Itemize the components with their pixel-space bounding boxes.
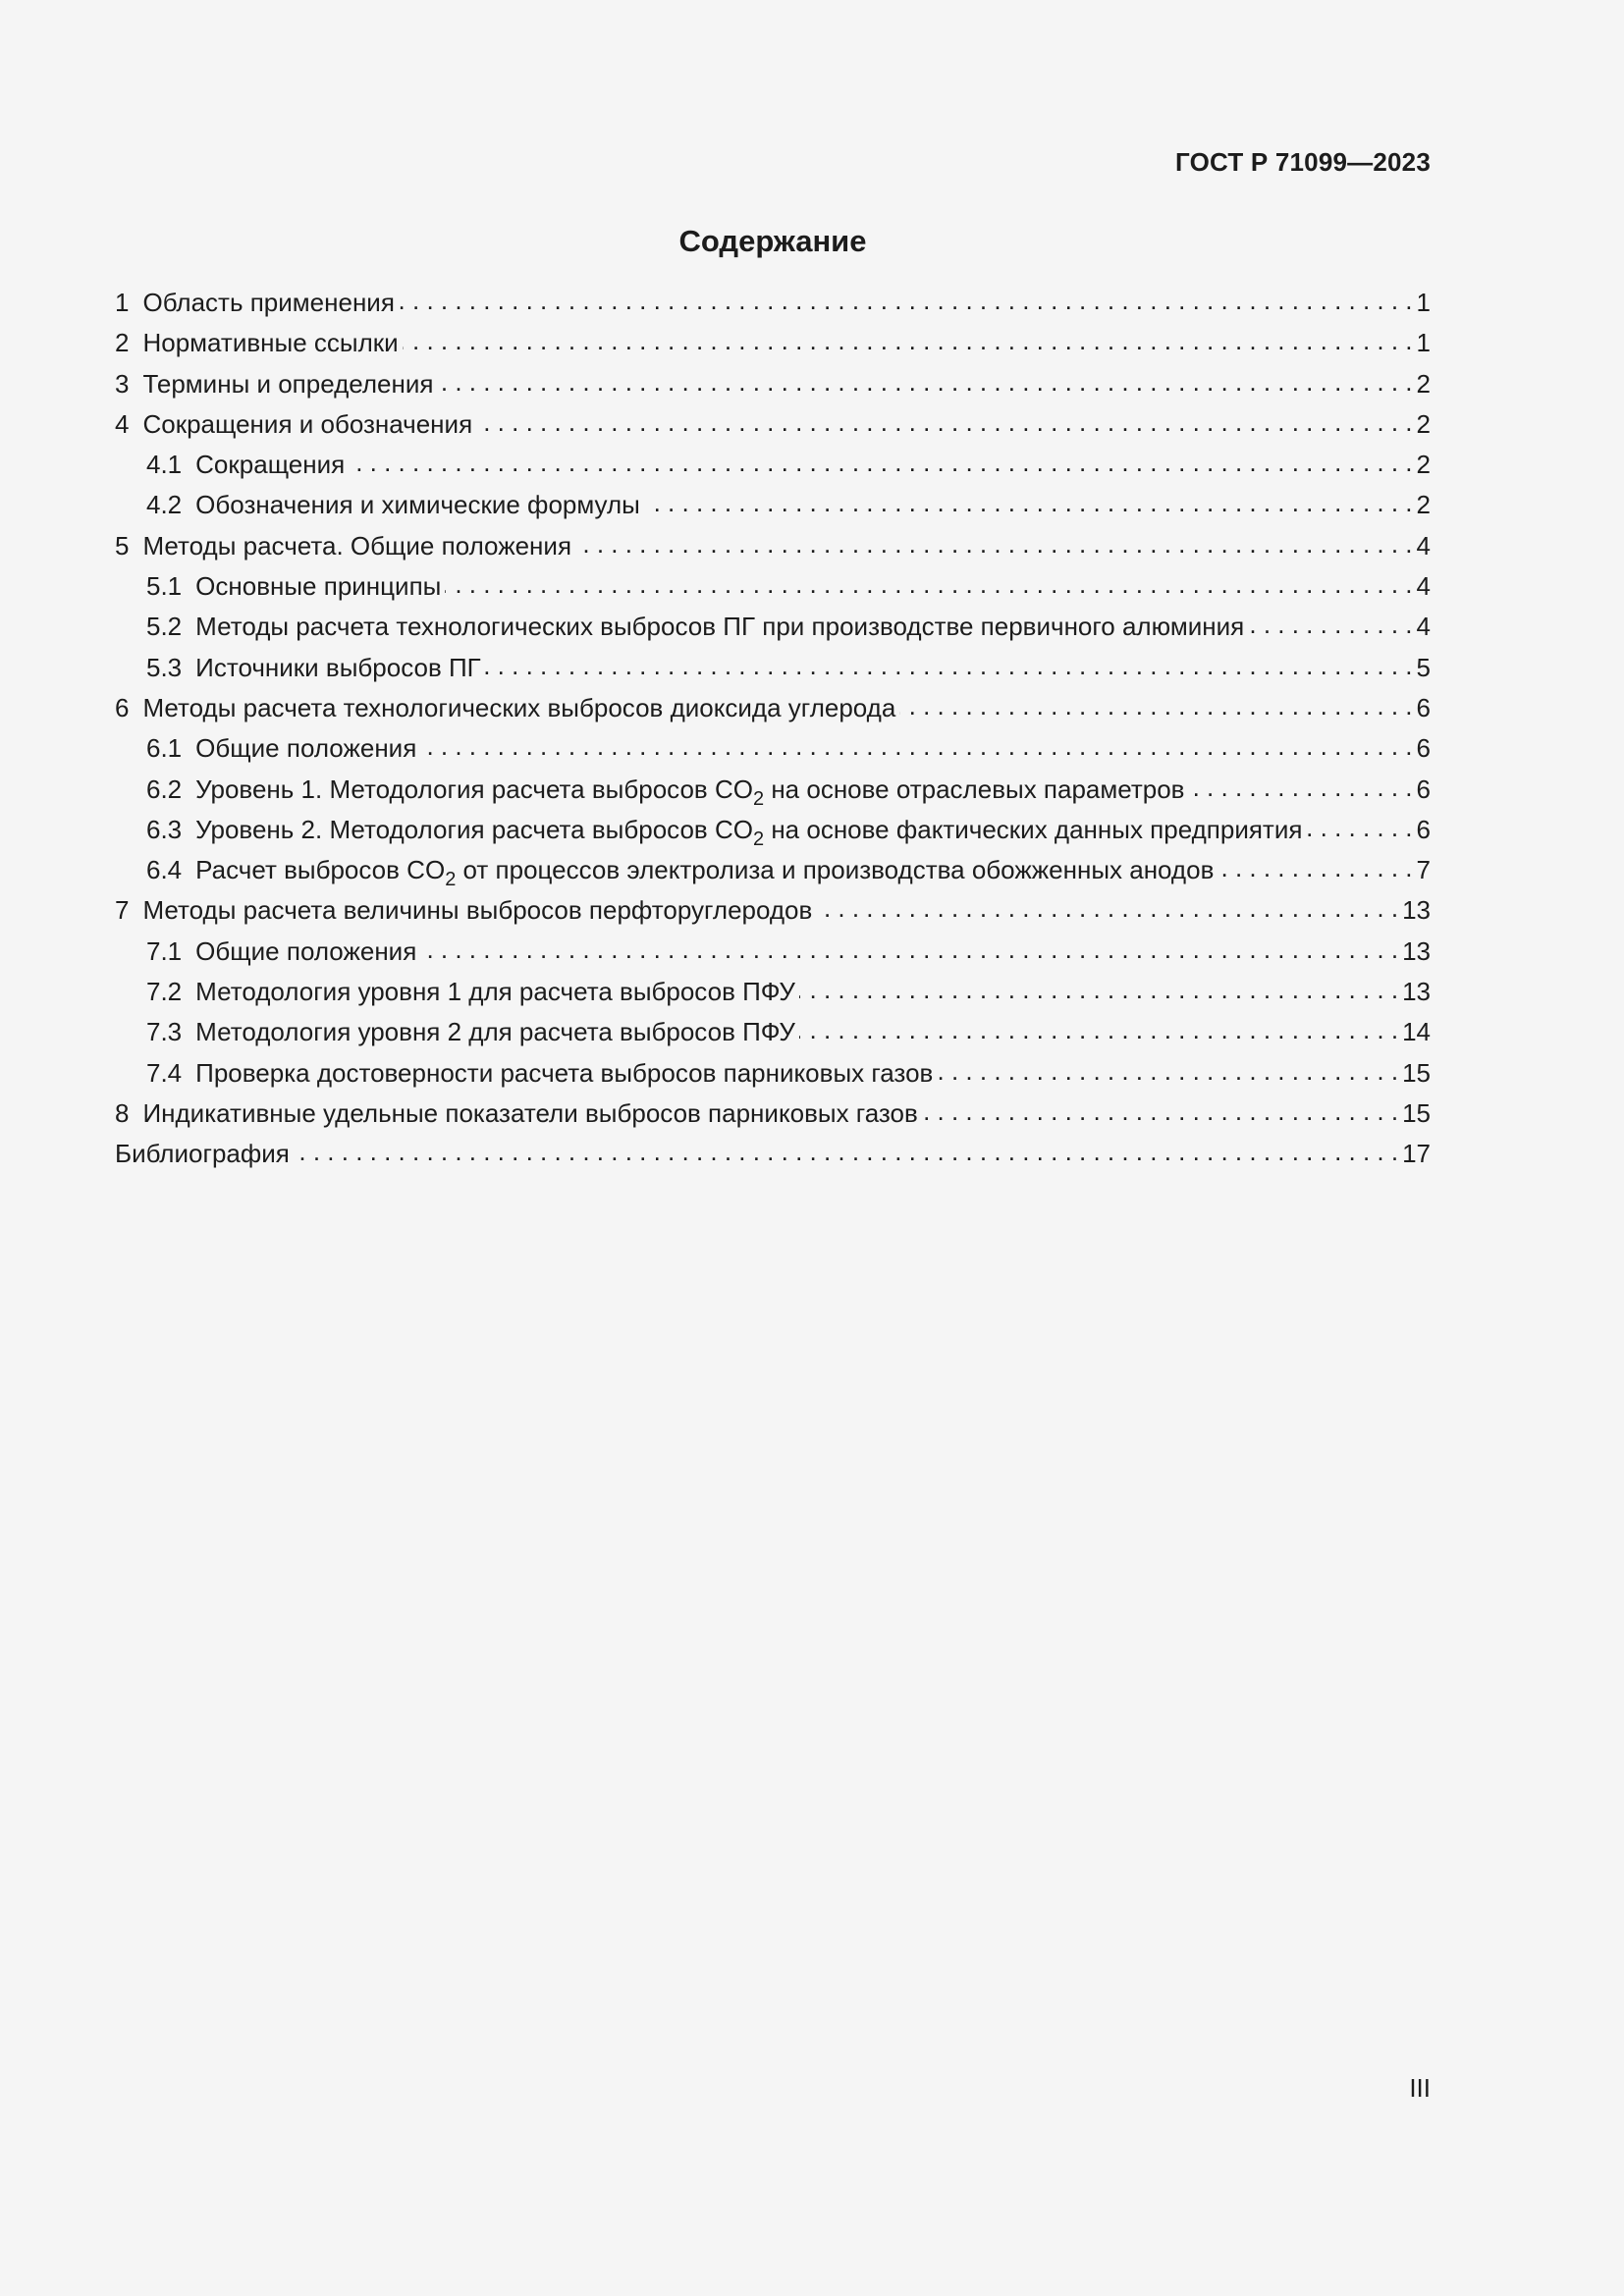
toc-entry-number: 7.3 — [146, 1017, 183, 1047]
toc-entry-page: 15 — [1402, 1057, 1431, 1088]
toc-entry[interactable] — [115, 688, 1431, 728]
toc-leader-dots — [399, 281, 1413, 321]
toc-entry[interactable] — [115, 404, 1431, 445]
toc-entry[interactable] — [115, 972, 1431, 1012]
toc-entry-title: Проверка достоверности расчета выбросов парниковых газов — [195, 1057, 934, 1088]
toc-entry-number: 7 — [115, 895, 130, 926]
toc-entry-title: Общие положения — [195, 935, 417, 966]
toc-leader-dots — [1306, 808, 1412, 848]
toc-entry-title: Сокращения — [195, 450, 346, 480]
toc-leader-dots — [485, 646, 1413, 686]
toc-entry-title: Библиография — [115, 1139, 290, 1169]
toc-entry-page: 4 — [1416, 571, 1431, 602]
toc-entry-title: Индикативные удельные показатели выбросов парниковых газов — [142, 1097, 918, 1128]
toc-entry[interactable] — [115, 1134, 1431, 1174]
toc-leader-dots — [575, 524, 1413, 564]
toc-leader-dots — [476, 402, 1412, 443]
toc-entry-page: 17 — [1402, 1139, 1431, 1169]
toc-entry-title: Расчет выбросов $CO_2$ от процессов электролиза и производства обожженных анодов — [195, 855, 1215, 891]
toc-entry-number: 5.2 — [146, 612, 183, 642]
toc-leader-dots — [816, 888, 1398, 929]
toc-leader-dots — [1218, 848, 1412, 888]
toc-entry-page: 2 — [1416, 408, 1431, 439]
toc-entry-number: 8 — [115, 1097, 130, 1128]
toc-entry-page: 15 — [1402, 1097, 1431, 1128]
toc-entry-number: 4.2 — [146, 490, 183, 520]
toc-entry-title: Общие положения — [195, 733, 417, 764]
toc-entry[interactable] — [115, 323, 1431, 363]
toc-entry-title: Обозначения и химические формулы — [195, 490, 640, 520]
toc-entry[interactable] — [115, 566, 1431, 607]
toc-entry-page: 6 — [1416, 733, 1431, 764]
toc-entry-page: 1 — [1416, 288, 1431, 317]
toc-entry-title: Методология уровня 2 для расчета выбросов ПФУ — [195, 1017, 795, 1047]
toc-leader-dots — [899, 686, 1412, 726]
toc-entry-number: 1 — [115, 288, 130, 317]
toc-leader-dots — [937, 1051, 1398, 1092]
toc-entry-number: 4 — [115, 408, 130, 439]
toc-entry-number: 3 — [115, 368, 130, 399]
toc-entry[interactable] — [115, 810, 1431, 850]
toc-leader-dots — [349, 443, 1412, 483]
toc-leader-dots — [799, 1010, 1398, 1050]
toc-leader-dots — [437, 362, 1412, 402]
toc-leader-dots — [1188, 768, 1412, 808]
toc-entry-page: 2 — [1416, 490, 1431, 520]
toc-entry-title: Методы расчета технологических выбросов диоксида углерода — [142, 692, 896, 722]
toc-entry-page: 4 — [1416, 530, 1431, 561]
toc-entry-title: Методы расчета. Общие положения — [142, 530, 572, 561]
page-number: III — [1409, 2073, 1431, 2103]
toc-entry[interactable] — [115, 445, 1431, 485]
toc-entry[interactable] — [115, 648, 1431, 688]
toc-leader-dots — [420, 930, 1398, 970]
toc-entry-number: 4.1 — [146, 450, 183, 480]
toc-entry[interactable] — [115, 283, 1431, 323]
toc-entry[interactable] — [115, 1053, 1431, 1094]
toc-entry-title: Методы расчета технологических выбросов ПГ при производстве первичного алюминия — [195, 612, 1245, 642]
toc-entry-title: Термины и определения — [142, 368, 434, 399]
toc-entry-number: 7.1 — [146, 935, 183, 966]
toc-entry-number: 2 — [115, 328, 130, 358]
toc-entry-page: 7 — [1416, 855, 1431, 885]
toc-entry-number: 6 — [115, 692, 130, 722]
toc-entry[interactable] — [115, 607, 1431, 647]
toc-leader-dots — [799, 970, 1398, 1010]
toc-entry[interactable] — [115, 932, 1431, 972]
toc-leader-dots — [922, 1092, 1398, 1132]
toc-entry[interactable] — [115, 850, 1431, 890]
toc-leader-dots — [420, 726, 1412, 767]
toc-entry-title: Источники выбросов ПГ — [195, 652, 481, 682]
toc-entry-title: Нормативные ссылки — [142, 328, 399, 358]
toc-entry-number: 6.4 — [146, 855, 183, 885]
toc-entry[interactable] — [115, 485, 1431, 525]
toc-entry-page: 1 — [1416, 328, 1431, 358]
toc-entry-number: 5.3 — [146, 652, 183, 682]
document-code: ГОСТ Р 71099—2023 — [1175, 147, 1431, 177]
toc-title: Содержание — [678, 224, 867, 258]
toc-entry[interactable] — [115, 1012, 1431, 1052]
toc-leader-dots — [294, 1132, 1398, 1172]
toc-entry-title: Сокращения и обозначения — [142, 408, 473, 439]
toc-entry-page: 6 — [1416, 774, 1431, 804]
toc-entry-number: 7.2 — [146, 977, 183, 1007]
toc-entry[interactable] — [115, 1094, 1431, 1134]
toc-entry-page: 5 — [1416, 652, 1431, 682]
toc-entry-title: Методы расчета величины выбросов перфторуглеродов — [142, 895, 813, 926]
toc-entry-page: 13 — [1402, 935, 1431, 966]
toc-entry[interactable] — [115, 770, 1431, 810]
toc-leader-dots — [403, 321, 1413, 361]
toc-entry-page: 13 — [1402, 977, 1431, 1007]
toc-entry-page: 14 — [1402, 1017, 1431, 1047]
toc-entry-page: 2 — [1416, 368, 1431, 399]
toc-entry-title: Уровень 1. Методология расчета выбросов $CO_2$ на основе отраслевых параметров — [195, 774, 1185, 810]
toc-leader-dots — [1248, 605, 1412, 645]
toc-entry-number: 6.3 — [146, 814, 183, 844]
toc-entry[interactable] — [115, 890, 1431, 931]
toc-entry-number: 6.1 — [146, 733, 183, 764]
toc-entry-title: Методология уровня 1 для расчета выбросов ПФУ — [195, 977, 795, 1007]
toc-entry-page: 6 — [1416, 692, 1431, 722]
toc-entry-page: 6 — [1416, 814, 1431, 844]
toc-entry[interactable] — [115, 728, 1431, 769]
toc-entry[interactable] — [115, 364, 1431, 404]
toc-entry-number: 5 — [115, 530, 130, 561]
toc-entry-title: Область применения — [142, 288, 395, 317]
toc-entry-number: 6.2 — [146, 774, 183, 804]
toc-entry-number: 7.4 — [146, 1057, 183, 1088]
toc-leader-dots — [445, 564, 1412, 605]
toc-entry-page: 2 — [1416, 450, 1431, 480]
toc-entry-title: Уровень 2. Методология расчета выбросов $CO_2$ на основе фактических данных предприятия — [195, 814, 1303, 850]
toc-entry[interactable] — [115, 526, 1431, 566]
toc-entry-number: 5.1 — [146, 571, 183, 602]
toc-entry-title: Основные принципы — [195, 571, 442, 602]
toc-entry-page: 4 — [1416, 612, 1431, 642]
toc-leader-dots — [644, 483, 1413, 523]
toc-entry-page: 13 — [1402, 895, 1431, 926]
table-of-contents — [115, 283, 1431, 1175]
